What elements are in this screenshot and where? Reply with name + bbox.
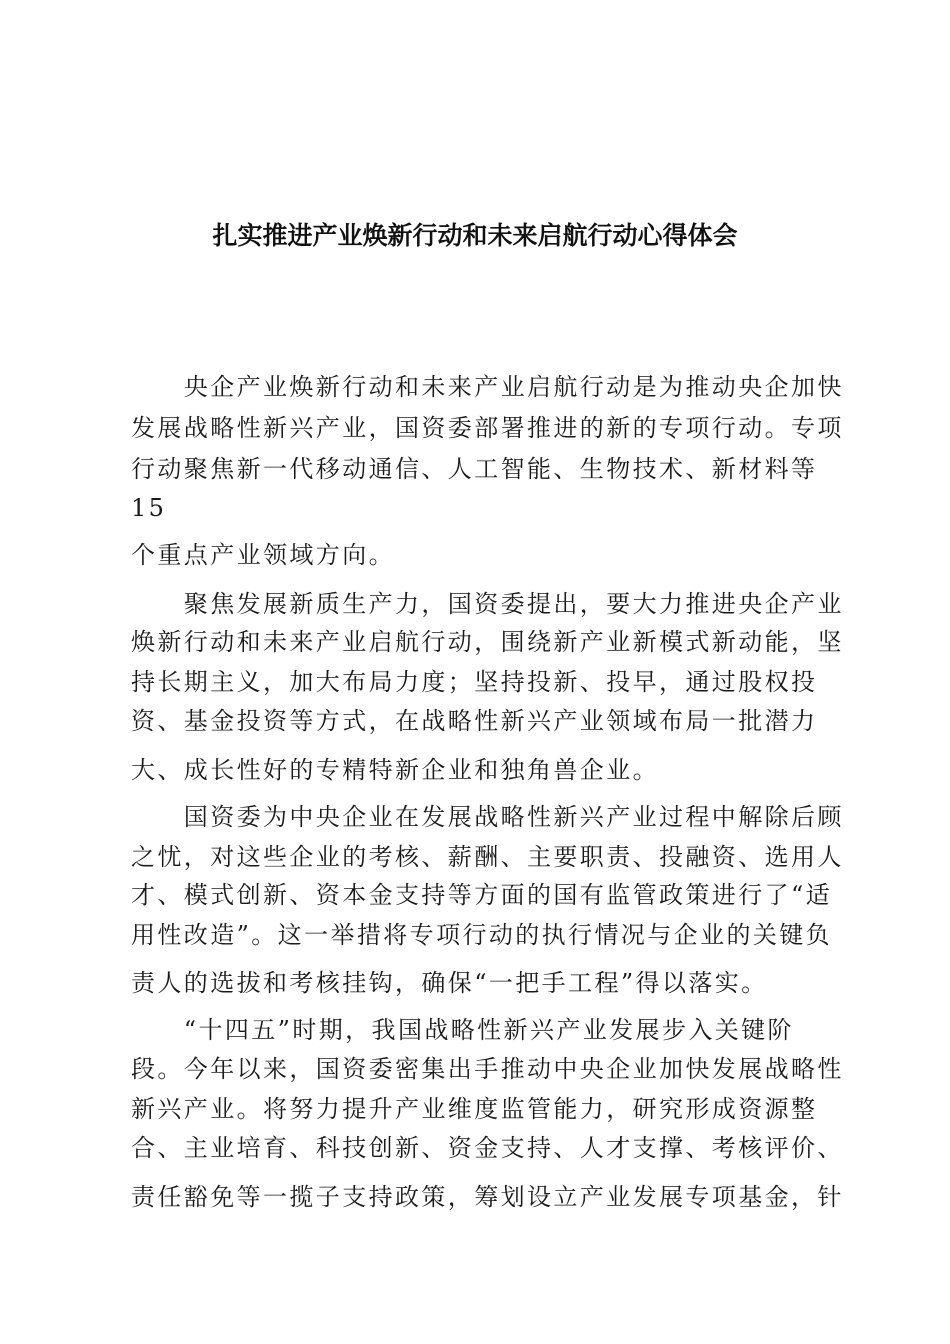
text-line: 合、主业培育、科技创新、资金支持、人才支撑、考核评价、 <box>131 1134 844 1162</box>
text-line: 段。今年以来，国资委密集出手推动中央企业加快发展战略性 <box>131 1055 844 1083</box>
text-line: 焕新行动和未来产业启航行动，围绕新产业新模式新动能，坚 <box>131 628 844 656</box>
document-title: 扎实推进产业焕新行动和未来启航行动心得体会 <box>212 221 738 250</box>
text-line: 之忧，对这些企业的考核、薪酬、主要职责、投融资、选用人 <box>131 843 844 871</box>
text-line: 持长期主义，加大布局力度；坚持投新、投早，通过股权投 <box>131 668 818 696</box>
text-line: 责人的选拔和考核挂钩，确保“一把手工程”得以落实。 <box>131 969 768 997</box>
text-line: 央企产业焕新行动和未来产业启航行动是为推动央企加快 <box>131 373 844 401</box>
text-line: 才、模式创新、资本金支持等方面的国有监管政策进行了“适 <box>131 881 833 909</box>
text-line: 行动聚焦新一代移动通信、人工智能、生物技术、新材料等 <box>131 455 818 483</box>
text-line: 国资委为中央企业在发展战略性新兴产业过程中解除后顾 <box>131 803 844 831</box>
text-line: 聚焦发展新质生产力，国资委提出，要大力推进央企产业 <box>131 590 844 618</box>
text-line: 用性改造”。这一举措将专项行动的执行情况与企业的关键负 <box>131 921 833 949</box>
text-line: 大、成长性好的专精特新企业和独角兽企业。 <box>131 756 659 784</box>
text-line: 责任豁免等一揽子支持政策，筹划设立产业发展专项基金，针 <box>131 1183 844 1211</box>
text-line: 资、基金投资等方式，在战略性新兴产业领域布局一批潜力 <box>131 707 818 735</box>
text-line: 发展战略性新兴产业，国资委部署推进的新的专项行动。专项 <box>131 414 844 442</box>
text-line: 新兴产业。将努力提升产业维度监管能力，研究形成资源整 <box>131 1095 818 1123</box>
text-line: 个重点产业领域方向。 <box>131 541 395 569</box>
text-line: “十四五”时期，我国战略性新兴产业发展步入关键阶 <box>131 1016 794 1044</box>
text-line: 15 <box>131 494 167 522</box>
